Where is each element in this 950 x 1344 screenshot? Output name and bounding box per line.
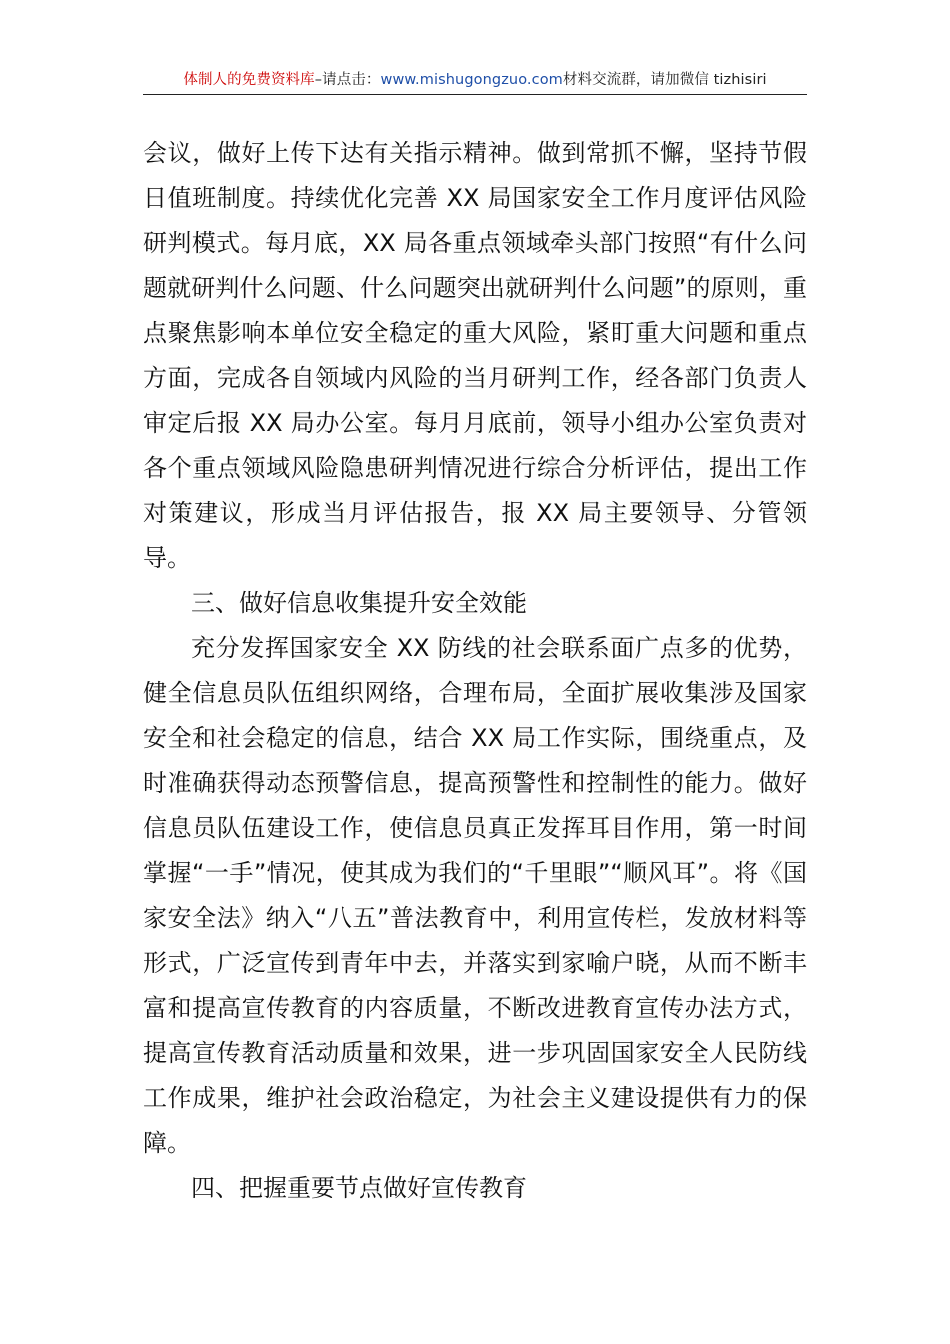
paragraph-continued: 会议，做好上传下达有关指示精神。做到常抓不懈，坚持节假日值班制度。持续优化完善 XX 局国家安全工作月度评估风险研判模式。每月底，XX 局各重点领域牵头部门按照“有什么问题就研判什么问题、什么问题突出就研判什么问题”的原则，重点聚焦影响本单位安全稳定的重大风险，紧盯重大问题和重点方面，完成各自领域内风险的当月研判工作，经各部门负责人审定后报 XX 局办公室。每月月底前，领导小组办公室负责对各个重点领域风险隐患研判情况进行综合分析评估，提出工作对策建议，形成当月评估报告，报 XX 局主要领导、分管领导。 bbox=[143, 139, 807, 572]
section-heading-3: 三、做好信息收集提升安全效能 bbox=[191, 589, 527, 617]
header-brand: 体制人的免费资料库 bbox=[183, 72, 315, 88]
section-heading-4: 四、把握重要节点做好宣传教育 bbox=[191, 1174, 527, 1202]
header-url-link[interactable]: www.mishugongzuo.com bbox=[380, 72, 563, 88]
header-prefix: –请点击： bbox=[314, 72, 381, 88]
document-body bbox=[143, 131, 807, 1211]
page-header bbox=[143, 66, 807, 95]
paragraph-section-3: 充分发挥国家安全 XX 防线的社会联系面广点多的优势，健全信息员队伍组织网络，合理布局，全面扩展收集涉及国家安全和社会稳定的信息，结合 XX 局工作实际，围绕重点，及时准确获得动态预警信息，提高预警性和控制性的能力。做好信息员队伍建设工作，使信息员真正发挥耳目作用，第一时间掌握“一手”情况，使其成为我们的“千里眼”“顺风耳”。将《国家安全法》纳入“八五”普法教育中，利用宣传栏，发放材料等形式，广泛宣传到青年中去，并落实到家喻户晓，从而不断丰富和提高宣传教育的内容质量，不断改进教育宣传办法方式，提高宣传教育活动质量和效果，进一步巩固国家安全人民防线工作成果，维护社会政治稳定，为社会主义建设提供有力的保障。 bbox=[143, 634, 807, 1157]
header-suffix: 材料交流群，请加微信 tizhisiri bbox=[562, 72, 767, 88]
